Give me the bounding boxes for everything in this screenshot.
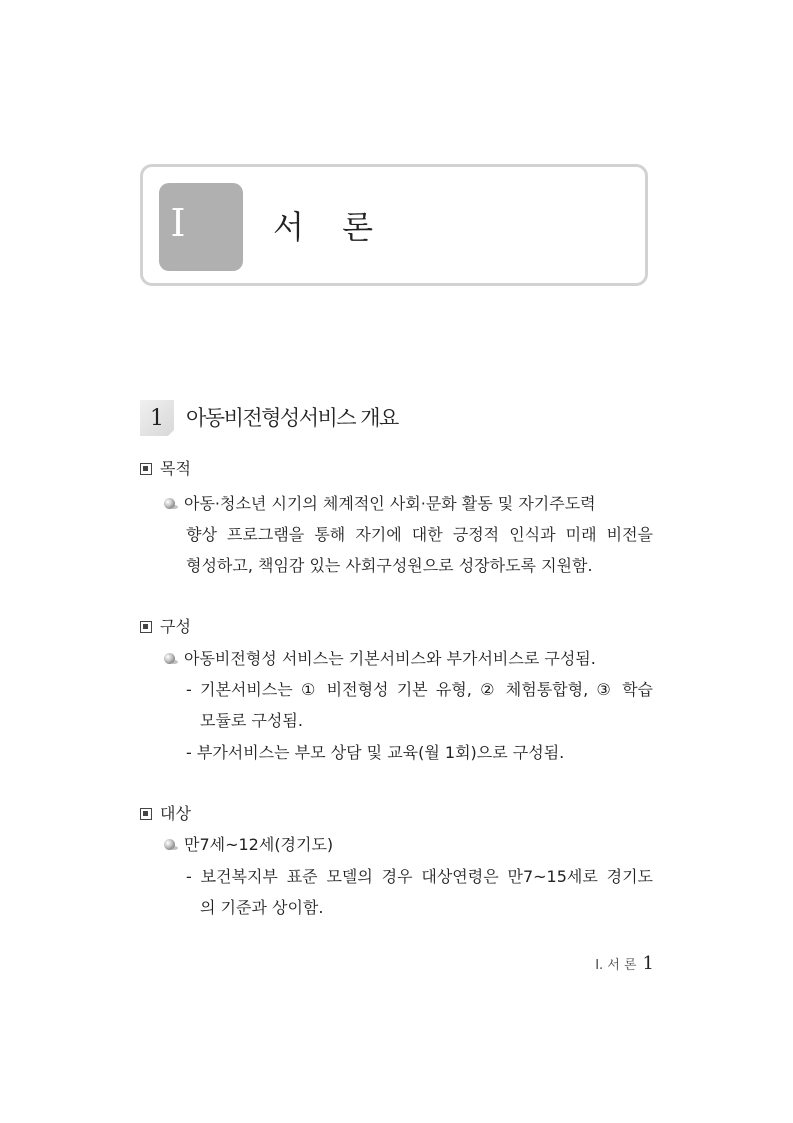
page-number: 1 [642, 953, 654, 974]
bullet-text: 만7세~12세(경기도) [184, 835, 334, 854]
chapter-header-box [140, 164, 648, 286]
sphere-bullet-icon [164, 498, 175, 509]
bullet-item [164, 648, 596, 670]
bullet-item [164, 834, 333, 856]
sphere-bullet-icon [164, 839, 175, 850]
block-heading-label: 구성 [160, 617, 191, 636]
sphere-bullet-icon [164, 653, 175, 664]
block-heading-purpose [140, 458, 191, 480]
block-heading-label: 대상 [160, 804, 191, 823]
dash-item: - 부가서비스는 부모 상담 및 교육(월 1회)으로 구성됨. [186, 743, 565, 762]
chapter-title: 서 론 [273, 208, 387, 246]
bullet-continuation: 향상 프로그램을 통해 자기에 대한 긍정적 인식과 미래 비전을 [186, 525, 653, 544]
section-number: 1 [150, 406, 164, 431]
square-bullet-icon [140, 621, 152, 633]
dash-continuation: 모듈로 구성됨. [200, 711, 303, 730]
chapter-numeral: I [170, 201, 186, 245]
dash-item: - 보건복지부 표준 모델의 경우 대상연령은 만7~15세로 경기도 [186, 867, 653, 886]
block-heading-target [140, 803, 191, 825]
block-heading-composition [140, 616, 191, 638]
bullet-text: 아동비전형성 서비스는 기본서비스와 부가서비스로 구성됨. [184, 649, 596, 668]
bullet-item [164, 493, 596, 515]
bullet-text: 아동·청소년 시기의 체계적인 사회·문화 활동 및 자기주도력 [184, 494, 596, 513]
section-number-box [140, 400, 174, 436]
dash-item: - 기본서비스는 ① 비전형성 기본 유형, ② 체험통합형, ③ 학습 [186, 680, 653, 699]
square-bullet-icon [140, 463, 152, 475]
section-title: 아동비전형성서비스 개요 [186, 406, 398, 430]
footer-chapter-label: Ⅰ. 서 론 [595, 958, 637, 973]
square-bullet-icon [140, 808, 152, 820]
chapter-number-badge [159, 183, 243, 271]
page-footer [595, 953, 654, 977]
dash-continuation: 의 기준과 상이함. [200, 898, 324, 917]
block-heading-label: 목적 [160, 459, 191, 478]
bullet-continuation: 형성하고, 책임감 있는 사회구성원으로 성장하도록 지원함. [186, 556, 593, 575]
